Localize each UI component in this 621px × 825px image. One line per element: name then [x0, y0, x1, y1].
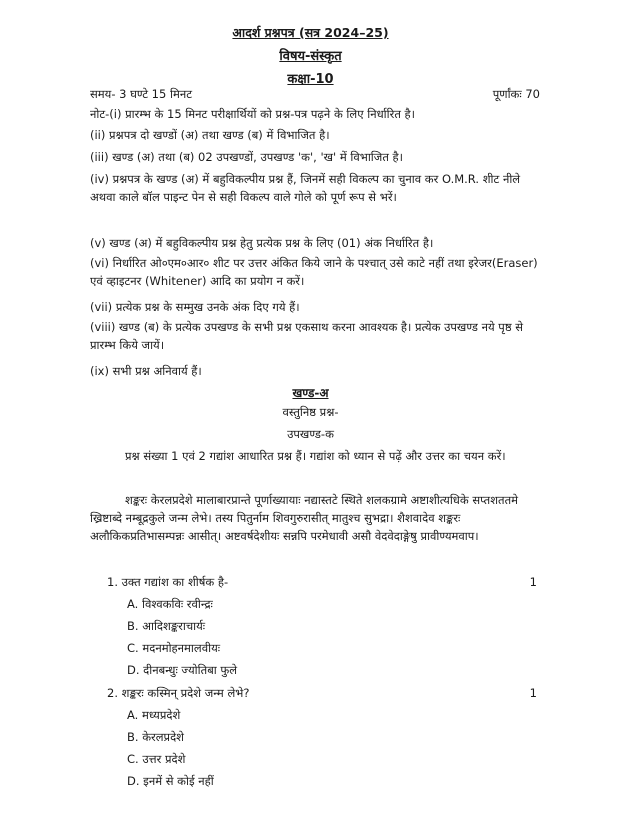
question-1-mark: 1 — [529, 575, 537, 589]
section-title: खण्ड-अ — [292, 386, 329, 400]
note-5: (v) खण्ड (अ) में बहुविकल्पीय प्रश्न हेतु प्रत्येक प्रश्न के लिए (01) अंक निर्धारित है। — [90, 236, 434, 250]
question-1-text: 1. उक्त गद्यांश का शीर्षक है- — [107, 575, 229, 589]
total-marks: पूर्णांकः 70 — [492, 87, 540, 101]
note-9: (ix) सभी प्रश्न अनिवार्य हैं। — [90, 364, 202, 378]
note-4: (iv) प्रश्नपत्र के खण्ड (अ) में बहुविकल्पीय प्रश्न हैं, जिनमें सही विकल्प का चुनाव कर O.M.R. शीट नीले अथवा काले बॉल पाइन्ट पेन से सही विकल्प वाले गोले को पूर्ण रूप से भरें। — [90, 172, 521, 204]
passage-text: शङ्करः केरलप्रदेशे मालाबारप्रान्ते पूर्णाख्यायाः नद्यास्तटे स्थिते शलकग्रामे अष्टाशीत्यधिके सप्तशततमे ख्रिष्टाब्दे नम्बूद्रकुले जन्म लेभे। तस्य पितुर्नाम शिवगुरुरासीत् मातुश्च सुभद्रा। शैशवादेव शङ्करः अलौकिकप्रतिभासम्पन्नः आसीत्। अष्टवर्षदेशीयः सन्नपि परमेधावी असौ वेदवेदाङ्गेषु प्रावीण्यमवाप। — [90, 493, 519, 543]
subsection-title: उपखण्ड-क — [287, 427, 334, 441]
note-7: (vii) प्रत्येक प्रश्न के सम्मुख उनके अंक दिए गये हैं। — [90, 300, 300, 314]
q1-option-c: C. मदनमोहनमालवीयः — [127, 641, 221, 655]
section-subtitle: वस्तुनिष्ठ प्रश्न- — [282, 405, 339, 419]
q1-option-a: A. विश्वकविः रवीन्द्रः — [127, 597, 213, 611]
question-2 — [107, 686, 537, 701]
question-2-mark: 1 — [529, 686, 537, 700]
subject-heading: विषय-संस्कृत — [279, 49, 342, 64]
note-2: (ii) प्रश्नपत्र दो खण्डों (अ) तथा खण्ड (ब) में विभाजित है। — [90, 128, 330, 142]
note-1: नोट-(i) प्रारम्भ के 15 मिनट परीक्षार्थियों को प्रश्न-पत्र पढ़ने के लिए निर्धारित है। — [90, 107, 415, 121]
q2-option-c: C. उत्तर प्रदेशे — [127, 752, 186, 766]
class-heading: कक्षा-10 — [287, 72, 334, 87]
q2-option-a: A. मध्यप्रदेशे — [127, 708, 181, 722]
note-8: (viii) खण्ड (ब) के प्रत्येक उपखण्ड के सभी प्रश्न एकसाथ करना आवश्यक है। प्रत्येक उपखण्ड नये पृष्ठ से प्रारम्भ किये जायें। — [90, 320, 524, 352]
q2-option-b: B. केरलप्रदेशे — [127, 730, 185, 744]
q1-option-b: B. आदिशङ्कराचार्यः — [127, 619, 206, 633]
question-2-text: 2. शङ्करः कस्मिन् प्रदेशे जन्म लेभे? — [107, 686, 250, 700]
paper-title: आदर्श प्रश्नपत्र (सत्र 2024–25) — [232, 25, 389, 40]
q2-option-d: D. इनमें से कोई नहीं — [127, 774, 214, 788]
time-label: समय- 3 घण्टे 15 मिनट — [90, 87, 193, 101]
q1-option-d: D. दीनबन्धुः ज्योतिबा फुले — [127, 663, 238, 677]
passage-instruction: प्रश्न संख्या 1 एवं 2 गद्यांश आधारित प्रश्न हैं। गद्यांश को ध्यान से पढ़ें और उत्तर का चयन करें। — [125, 449, 506, 463]
note-3: (iii) खण्ड (अ) तथा (ब) 02 उपखण्डों, उपखण्ड 'क', 'ख' में विभाजित है। — [90, 150, 403, 164]
note-6: (vi) निर्धारित ओ०एम०आर० शीट पर उत्तर अंकित किये जाने के पश्चात् उसे काटे नहीं तथा इरेजर(Eraser) एवं व्हाइटनर (Whitener) आदि का प्रयोग न करें। — [90, 256, 538, 288]
question-1 — [107, 575, 537, 590]
